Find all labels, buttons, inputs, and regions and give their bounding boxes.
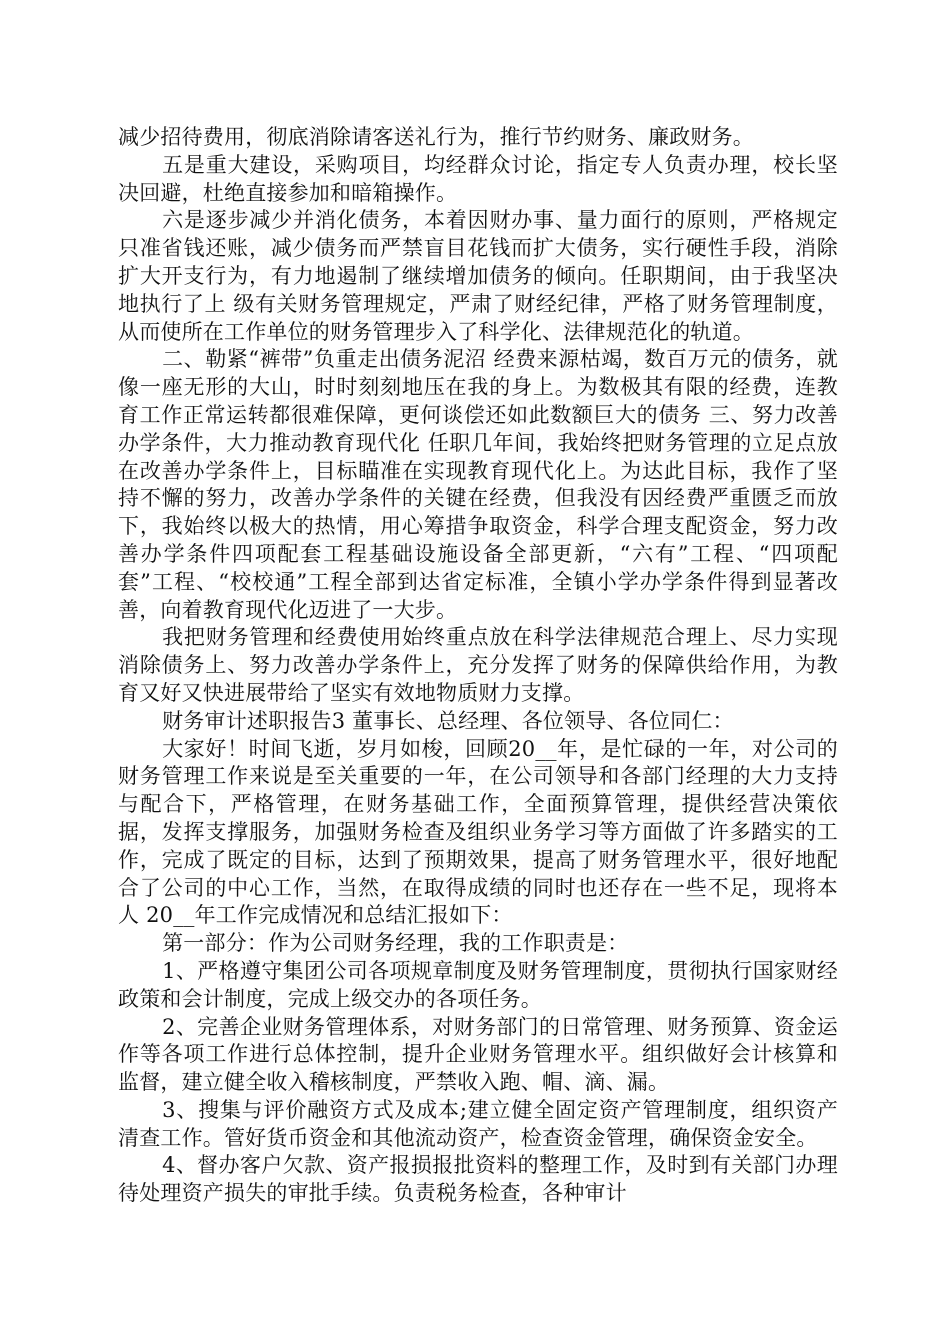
paragraph-1: 减少招待费用，彻底消除请客送礼行为，推行节约财务、廉政财务。 bbox=[118, 125, 754, 149]
paragraph-5: 我把财务管理和经费使用始终重点放在科学法律规范合理上、尽力实现消除债务上、努力改善办学条件上，充分发挥了财务的保障供给作用，为教育又好又快进展带给了坚实有效地物质财力支撑。 bbox=[118, 625, 838, 705]
paragraph-12: 4、督办客户欠款、资产报损报批资料的整理工作，及时到有关部门办理待处理资产损失的审批手续。负责税务检查，各种审计 bbox=[118, 1153, 838, 1206]
paragraph-6: 财务审计述职报告3 董事长、总经理、各位领导、各位同仁： bbox=[162, 708, 734, 733]
paragraph-9: 1、严格遵守集团公司各项规章制度及财务管理制度，贯彻执行国家财经政策和会计制度，完成上级交办的各项任务。 bbox=[118, 958, 838, 1011]
paragraph-10: 2、完善企业财务管理体系，对财务部门的日常管理、财务预算、资金运作等各项工作进行总体控制，提升企业财务管理水平。组织做好会计核算和监督，建立健全收入稽核制度，严禁收入跑、帽、滴、漏。 bbox=[118, 1014, 838, 1095]
paragraph-3: 六是逐步减少并消化债务，本着因财办事、量力面行的原则，严格规定只准省钱还账，减少债务而严禁盲目花钱而扩大债务，实行硬性手段，消除扩大开支行为，有力地遏制了继续增加债务的倾向。任职期间，由于我坚决地执行了上 级有关财务管理规定，严肃了财经纪律，严格了财务管理制度，从而使所在工作单位的财务管理步入了科学化、法律规范化的轨道。 bbox=[118, 208, 838, 344]
document-body bbox=[118, 124, 838, 1208]
paragraph-7: 大家好！时间飞逝，岁月如梭，回顾20__年，是忙碌的一年，对公司的财务管理工作来说是至关重要的一年，在公司领导和各部门经理的大力支持与配合下，严格管理，在财务基础工作，全面预算管理，提供经营决策依据，发挥支撑服务，加强财务检查及组织业务学习等方面做了许多踏实的工作，完成了既定的目标，达到了预期效果，提高了财务管理水平，很好地配合了公司的中心工作，当然，在取得成绩的同时也还存在一些不足，现将本人 20__年工作完成情况和总结汇报如下： bbox=[118, 736, 838, 928]
paragraph-2: 五是重大建设，采购项目，均经群众讨论，指定专人负责办理，校长坚决回避，杜绝直接参加和暗箱操作。 bbox=[118, 152, 838, 205]
paragraph-4: 二、勒紧“裤带”负重走出债务泥沼 经费来源枯竭，数百万元的债务，就像一座无形的大山，时时刻刻地压在我的身上。为数极其有限的经费，连教育工作正常运转都很难保障，更何谈偿还如此数额巨大的债务 三、努力改善办学条件，大力推动教育现代化 任职几年间，我始终把财务管理的立足点放在改善办学条件上，目标瞄准在实现教育现代化上。为达此目标，我作了坚持不懈的努力，改善办学条件的关键在经费，但我没有因经费严重匮乏而放下，我始终以极大的热情，用心筹措争取资金，科学合理支配资金，努力改善办学条件四项配套工程基础设施设备全部更新，“六有”工程、“四项配套”工程、“校校通”工程全部到达省定标准，全镇小学办学条件得到显著改善，向着教育现代化迈进了一大步。 bbox=[118, 347, 838, 622]
paragraph-11: 3、搜集与评价融资方式及成本;建立健全固定资产管理制度，组织资产清查工作。管好货币资金和其他流动资产，检查资金管理，确保资金安全。 bbox=[118, 1097, 838, 1150]
paragraph-8: 第一部分：作为公司财务经理，我的工作职责是： bbox=[162, 931, 629, 956]
